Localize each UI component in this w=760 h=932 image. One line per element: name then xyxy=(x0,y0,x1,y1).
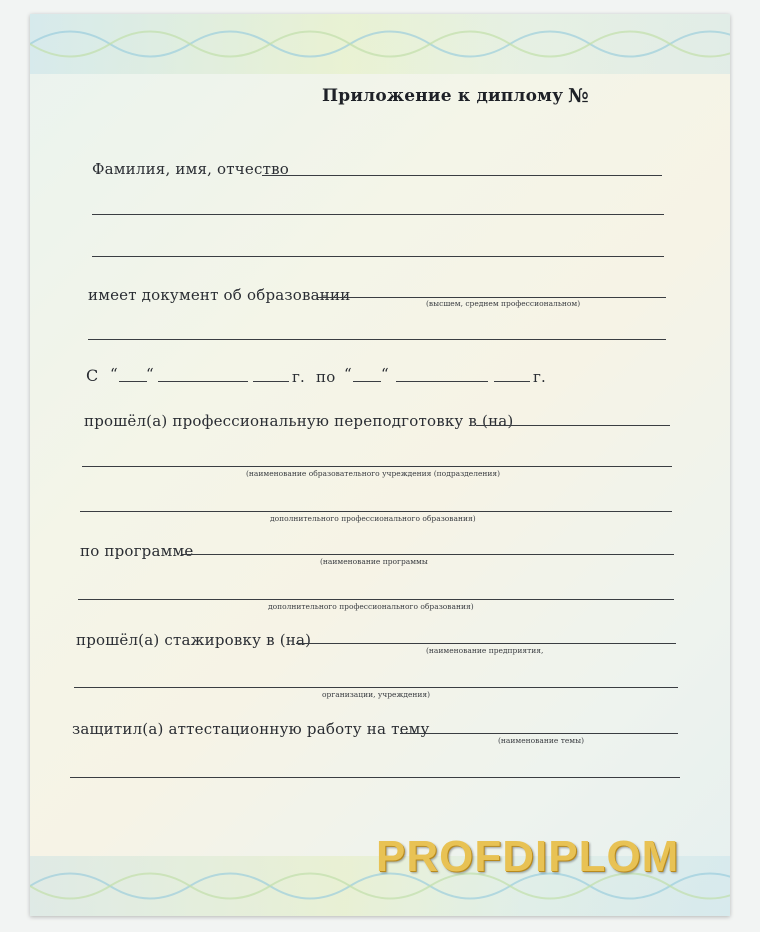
number-sign: № xyxy=(568,85,589,107)
year-from-line xyxy=(253,381,289,382)
quote-close-2: “ xyxy=(381,365,389,383)
quote-close-1: “ xyxy=(146,365,154,383)
program-caption-2: дополнительного профессионального образования) xyxy=(268,602,474,611)
program-caption-1: (наименование программы xyxy=(320,557,428,566)
education-document-caption: (высшем, среднем профессиональном) xyxy=(426,299,581,308)
month-from-line xyxy=(158,381,248,382)
education-document-line-2 xyxy=(88,339,666,340)
thesis-line-2 xyxy=(70,777,680,778)
day-from-line xyxy=(119,381,147,382)
page-title: Приложение к диплому xyxy=(322,86,564,106)
internship-label: прошёл(а) стажировку в (на) xyxy=(76,631,312,649)
year-from-abbr: г. xyxy=(292,368,306,386)
education-document-line xyxy=(318,297,666,298)
fio-line-3 xyxy=(92,256,664,257)
program-line-2 xyxy=(78,599,674,600)
period-to-label: по xyxy=(316,368,336,386)
education-document-label: имеет документ об образовании xyxy=(88,286,351,304)
thesis-label: защитил(а) аттестационную работу на тему xyxy=(72,720,430,738)
quote-open-1: “ xyxy=(110,365,118,383)
internship-line-1 xyxy=(296,643,676,644)
year-to-line xyxy=(494,381,530,382)
guilloche-band-top xyxy=(30,14,730,74)
internship-caption-1: (наименование предприятия, xyxy=(426,646,544,655)
thesis-line-1 xyxy=(400,733,678,734)
thesis-caption: (наименование темы) xyxy=(498,736,585,745)
retraining-caption-2: дополнительного профессионального образования) xyxy=(270,514,476,523)
day-to-line xyxy=(353,381,381,382)
retraining-line-3 xyxy=(80,511,672,512)
fio-line-1 xyxy=(262,175,662,176)
fio-line-2 xyxy=(92,214,664,215)
retraining-caption-1: (наименование образовательного учреждения (подразделения) xyxy=(246,469,501,478)
retraining-line-1 xyxy=(476,425,670,426)
fio-label: Фамилия, имя, отчество xyxy=(92,160,289,178)
program-line-1 xyxy=(182,554,674,555)
quote-open-2: “ xyxy=(344,365,352,383)
retraining-label: прошёл(а) профессиональную переподготовку в (на) xyxy=(84,412,514,430)
retraining-line-2 xyxy=(82,466,672,467)
diploma-supplement-sheet xyxy=(30,14,730,916)
internship-line-2 xyxy=(74,687,678,688)
internship-caption-2: организации, учреждения) xyxy=(322,690,431,699)
year-to-abbr: г. xyxy=(533,368,547,386)
program-label: по программе xyxy=(80,542,194,560)
period-from-label: С xyxy=(86,366,99,385)
month-to-line xyxy=(396,381,488,382)
profdiplom-watermark: PROFDIPLOM xyxy=(376,832,680,881)
